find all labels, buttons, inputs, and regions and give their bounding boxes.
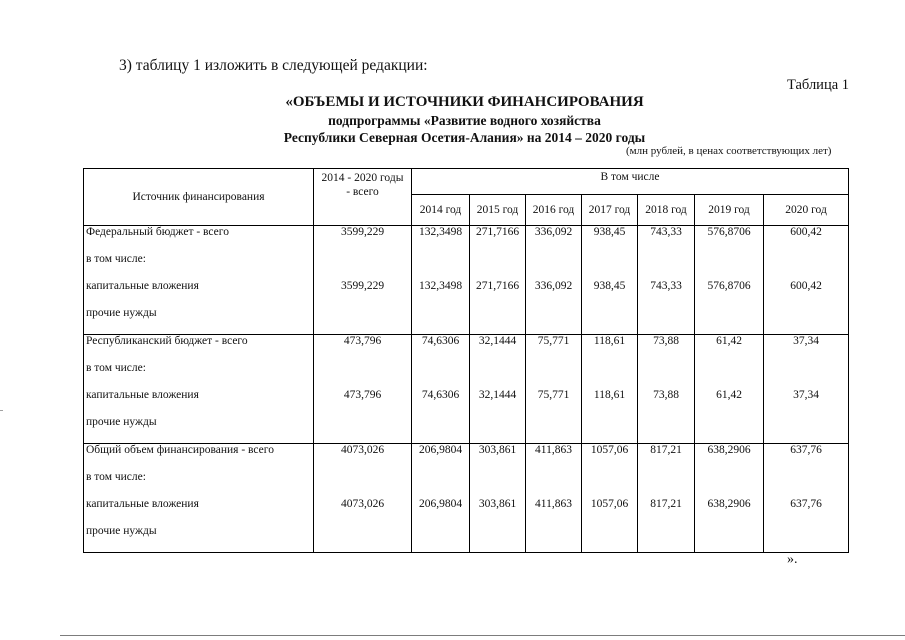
- row-year-value: [764, 416, 849, 444]
- table-row: [84, 498, 849, 525]
- row-year-value: 638,2906: [695, 444, 764, 471]
- row-year-value: 743,33: [638, 226, 695, 253]
- row-label: прочие нужды: [84, 416, 314, 444]
- header-source: Источник финансирования: [84, 169, 314, 226]
- row-year-value: 336,092: [526, 280, 582, 307]
- row-total: 4073,026: [314, 444, 412, 471]
- row-year-value: [412, 525, 470, 553]
- row-year-value: 75,771: [526, 389, 582, 416]
- row-year-value: 37,34: [764, 389, 849, 416]
- row-year-value: 132,3498: [412, 226, 470, 253]
- table-row: [84, 471, 849, 498]
- row-label: прочие нужды: [84, 525, 314, 553]
- row-year-value: [582, 362, 638, 389]
- row-year-value: [412, 471, 470, 498]
- closing-mark: ».: [787, 552, 798, 567]
- row-label: Общий объем финансирования - всего: [84, 444, 314, 471]
- row-year-value: 1057,06: [582, 498, 638, 525]
- row-year-value: 743,33: [638, 280, 695, 307]
- row-total: 473,796: [314, 389, 412, 416]
- row-year-value: [764, 525, 849, 553]
- row-year-value: [412, 307, 470, 335]
- row-year-value: [695, 471, 764, 498]
- row-year-value: 576,8706: [695, 226, 764, 253]
- row-year-value: [695, 525, 764, 553]
- header-total: 2014 - 2020 годы - всего: [314, 169, 412, 226]
- row-year-value: 938,45: [582, 226, 638, 253]
- row-year-value: [764, 362, 849, 389]
- row-year-value: 61,42: [695, 335, 764, 362]
- row-year-value: [695, 253, 764, 280]
- table-row: [84, 226, 849, 253]
- row-year-value: [582, 253, 638, 280]
- table-row: [84, 253, 849, 280]
- header-year: 2015 год: [470, 195, 526, 226]
- row-year-value: [638, 416, 695, 444]
- header-including: В том числе: [412, 169, 849, 195]
- row-year-value: [526, 471, 582, 498]
- row-year-value: [638, 471, 695, 498]
- row-label: Федеральный бюджет - всего: [84, 226, 314, 253]
- row-total: [314, 471, 412, 498]
- header-year: 2017 год: [582, 195, 638, 226]
- row-year-value: 600,42: [764, 280, 849, 307]
- units-note: (млн рублей, в ценах соответствующих лет): [626, 145, 832, 157]
- row-year-value: 637,76: [764, 444, 849, 471]
- row-year-value: [526, 525, 582, 553]
- row-label: Республиканский бюджет - всего: [84, 335, 314, 362]
- row-year-value: 1057,06: [582, 444, 638, 471]
- row-year-value: [638, 525, 695, 553]
- title-line-3: Республики Северная Осетия-Алания» на 2014 – 2020 годы: [283, 130, 646, 145]
- header-year: 2016 год: [526, 195, 582, 226]
- row-year-value: [695, 416, 764, 444]
- row-year-value: 74,6306: [412, 389, 470, 416]
- row-total: [314, 362, 412, 389]
- row-year-value: [582, 471, 638, 498]
- header-year: 2019 год: [695, 195, 764, 226]
- row-year-value: [638, 307, 695, 335]
- row-total: 3599,229: [314, 226, 412, 253]
- header-year: 2020 год: [764, 195, 849, 226]
- table-row: [84, 280, 849, 307]
- row-year-value: [764, 253, 849, 280]
- row-year-value: [412, 362, 470, 389]
- table-row: [84, 444, 849, 471]
- row-year-value: 132,3498: [412, 280, 470, 307]
- row-year-value: 73,88: [638, 389, 695, 416]
- row-total: [314, 416, 412, 444]
- row-year-value: [526, 253, 582, 280]
- row-year-value: [638, 253, 695, 280]
- row-year-value: 206,9804: [412, 444, 470, 471]
- title-line-2: подпрограммы «Развитие водного хозяйства: [328, 113, 601, 128]
- row-year-value: 576,8706: [695, 280, 764, 307]
- row-year-value: [412, 253, 470, 280]
- row-total: [314, 525, 412, 553]
- row-year-value: 411,863: [526, 444, 582, 471]
- row-year-value: 817,21: [638, 444, 695, 471]
- row-total: 4073,026: [314, 498, 412, 525]
- row-label: в том числе:: [84, 253, 314, 280]
- row-year-value: 303,861: [470, 444, 526, 471]
- row-year-value: [526, 362, 582, 389]
- row-year-value: 271,7166: [470, 226, 526, 253]
- row-year-value: [764, 471, 849, 498]
- row-year-value: 411,863: [526, 498, 582, 525]
- row-label: капитальные вложения: [84, 389, 314, 416]
- table-row: [84, 525, 849, 553]
- financing-table: [83, 168, 849, 553]
- row-year-value: 638,2906: [695, 498, 764, 525]
- table-row: [84, 307, 849, 335]
- row-year-value: [695, 307, 764, 335]
- row-year-value: [412, 416, 470, 444]
- row-label: прочие нужды: [84, 307, 314, 335]
- row-year-value: 206,9804: [412, 498, 470, 525]
- row-total: 473,796: [314, 335, 412, 362]
- row-year-value: 32,1444: [470, 335, 526, 362]
- row-total: [314, 253, 412, 280]
- row-year-value: [582, 525, 638, 553]
- scan-mark-left: [0, 410, 3, 411]
- row-year-value: 32,1444: [470, 389, 526, 416]
- scan-mark-bottom: [60, 635, 905, 636]
- table-row: [84, 335, 849, 362]
- row-year-value: [470, 307, 526, 335]
- row-year-value: 61,42: [695, 389, 764, 416]
- row-year-value: 118,61: [582, 335, 638, 362]
- row-year-value: [582, 416, 638, 444]
- row-year-value: [470, 471, 526, 498]
- header-year: 2018 год: [638, 195, 695, 226]
- row-total: [314, 307, 412, 335]
- row-year-value: 271,7166: [470, 280, 526, 307]
- row-year-value: [582, 307, 638, 335]
- row-year-value: [526, 416, 582, 444]
- intro-text: 3) таблицу 1 изложить в следующей редакции:: [119, 57, 428, 74]
- row-year-value: [695, 362, 764, 389]
- row-year-value: 600,42: [764, 226, 849, 253]
- row-year-value: [470, 253, 526, 280]
- row-year-value: [470, 362, 526, 389]
- row-label: в том числе:: [84, 362, 314, 389]
- row-total: 3599,229: [314, 280, 412, 307]
- row-year-value: 118,61: [582, 389, 638, 416]
- row-year-value: 637,76: [764, 498, 849, 525]
- table-row: [84, 362, 849, 389]
- row-year-value: [526, 307, 582, 335]
- title-line-1: «ОБЪЕМЫ И ИСТОЧНИКИ ФИНАНСИРОВАНИЯ: [285, 94, 644, 110]
- row-year-value: [764, 307, 849, 335]
- table-row: [84, 389, 849, 416]
- row-year-value: 73,88: [638, 335, 695, 362]
- row-year-value: [470, 416, 526, 444]
- row-label: капитальные вложения: [84, 280, 314, 307]
- row-year-value: 336,092: [526, 226, 582, 253]
- row-label: в том числе:: [84, 471, 314, 498]
- header-year: 2014 год: [412, 195, 470, 226]
- row-year-value: [470, 525, 526, 553]
- row-label: капитальные вложения: [84, 498, 314, 525]
- row-year-value: 938,45: [582, 280, 638, 307]
- row-year-value: 75,771: [526, 335, 582, 362]
- table-number: Таблица 1: [787, 77, 850, 93]
- row-year-value: 37,34: [764, 335, 849, 362]
- row-year-value: [638, 362, 695, 389]
- row-year-value: 817,21: [638, 498, 695, 525]
- row-year-value: 74,6306: [412, 335, 470, 362]
- row-year-value: 303,861: [470, 498, 526, 525]
- table-row: [84, 416, 849, 444]
